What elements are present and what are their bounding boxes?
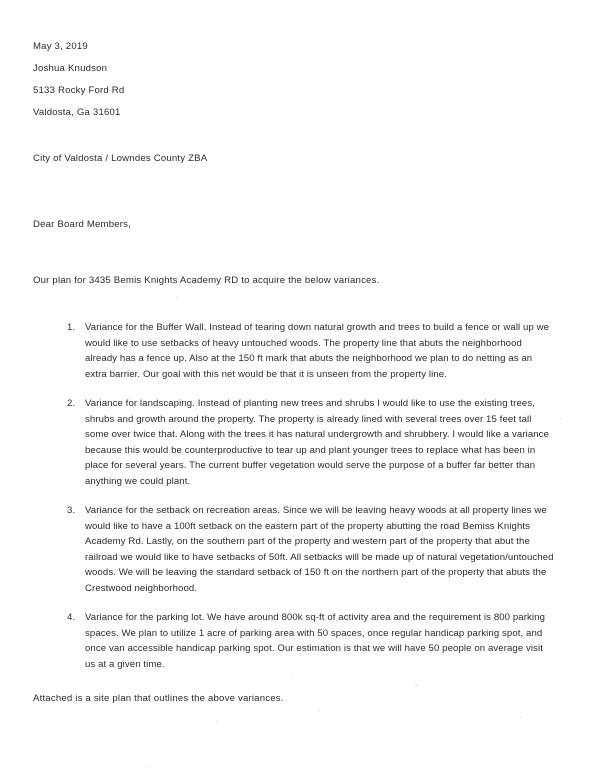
variance-list <box>33 320 555 672</box>
sender-name: Joshua Knudson <box>33 63 108 74</box>
list-item: Variance for the setback on recreation areas. Since we will be leaving heavy woods at all property lines we would like to have a 100ft setback on the eastern part of the property abutting the road Bemiss Knights Academy Rd. Lastly, on the southern part of the property and western part of the property that abut the railroad we would like to have setbacks of 50ft. All setbacks will be made up of natural vegetation/untouched woods. We will be leaving the standard setback of 150 ft on the northern part of the property that abuts the Crestwood neighborhood. <box>85 505 554 594</box>
scan-speck <box>216 720 218 722</box>
scan-speck <box>145 765 147 767</box>
recipient-line: City of Valdosta / Lowndes County ZBA <box>33 153 208 164</box>
closing-paragraph: Attached is a site plan that outlines the above variances. <box>33 693 284 704</box>
sender-street: 5133 Rocky Ford Rd <box>33 85 125 96</box>
salutation-line: Dear Board Members, <box>33 219 132 230</box>
scan-speck <box>560 418 562 420</box>
letter-body <box>33 36 555 710</box>
list-item: Variance for the Buffer Wall. Instead of tearing down natural growth and trees to build a fence or wall up we would like to use setbacks of heavy untouched woods. The property line that abuts the neighborhood already has a fence up. Also at the 150 ft mark that abuts the neighborhood we plan to do netting as an extra barrier. Our goal with this net would be that it is unseen from the property line. <box>85 322 550 380</box>
sender-city-state-zip: Valdosta, Ga 31601 <box>33 107 121 118</box>
letter-date: May 3, 2019 <box>33 41 88 52</box>
scan-speck <box>520 716 522 718</box>
list-item: Variance for the parking lot. We have around 800k sq-ft of activity area and the requirement is 800 parking spaces. We plan to utilize 1 acre of parking area with 50 spaces, once regular handicap parking spot, and once van accessible handicap parking spot. Our estimation is that we will have 50 people on average visit us at a given time. <box>85 612 546 670</box>
list-item: Variance for landscaping. Instead of planting new trees and shrubs I would like to use the existing trees, shrubs and growth around the property. The property is already lined with several trees over 15 feet tall some over twice that. Along with the trees it has natural undergrowth and shrubbery. I would like a variance because this would be counterproductive to tear up and plant younger trees to replace what has been in place for several years. The current buffer vegetation would serve the purpose of a buffer far better than anything we could plant. <box>85 398 550 487</box>
scan-speck <box>318 710 320 712</box>
intro-paragraph: Our plan for 3435 Bemis Knights Academy RD to acquire the below variances. <box>33 275 380 286</box>
sender-address-block <box>33 36 555 124</box>
